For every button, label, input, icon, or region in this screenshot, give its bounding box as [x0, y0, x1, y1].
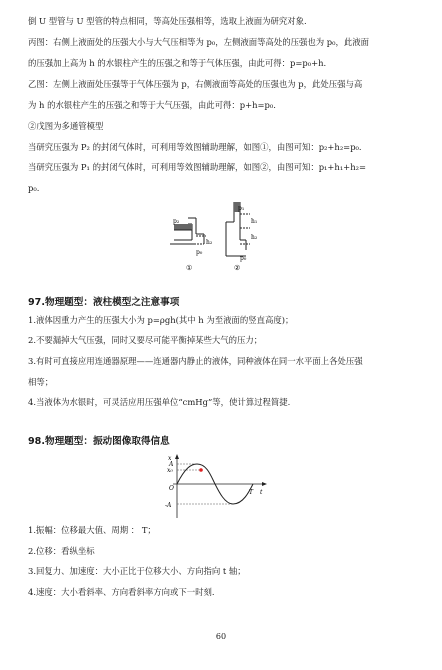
point-marker: [199, 468, 203, 472]
label-t: t: [260, 489, 263, 496]
list-item: 3.有时可直接应用连通器原理——连通器内静止的液体，同种液体在同一水平面上各处压强: [28, 356, 363, 366]
section-heading: 98.物理题型：振动图像取得信息: [28, 436, 170, 447]
label-h2: h₂: [206, 239, 213, 246]
label-p0: p₀: [240, 255, 247, 262]
label-A: A: [169, 461, 174, 468]
list-item: 2.位移：看纵坐标: [28, 546, 95, 556]
text-line: 当研究压强为 P₁ 的封闭气体时，可利用等效图辅助理解，如图②，由图可知：p₁+h₁+h₂=: [28, 162, 366, 172]
list-item: 4.速度：大小看斜率、方向看斜率方向或下一时刻.: [28, 587, 215, 597]
section-heading: 97.物理题型：液柱模型之注意事项: [28, 297, 180, 308]
text-line: ②戊图为多通管模型: [28, 121, 104, 131]
list-item: 相等；: [28, 377, 54, 387]
multi-tube-figure: [160, 200, 280, 272]
label-p1: p₁: [238, 205, 245, 212]
text-line: 丙图：右侧上液面处的压强大小与大气压相等为 p₀，左侧液面等高处的压强也为 p₀，此液面: [28, 37, 370, 47]
text-line: 为 h 的水银柱产生的压强之和等于大气压强，由此可得：p+h=p₀.: [28, 100, 276, 110]
fig1-caption: ①: [186, 264, 193, 272]
list-item: 3.回复力、加速度：大小正比于位移大小、方向指向 t 轴；: [28, 566, 246, 576]
label-T: T: [249, 489, 254, 496]
list-item: 4.当液体为水银时，可灵活应用压强单位“cmHg”等，使计算过程简捷.: [28, 397, 291, 407]
list-item: 1.振幅：位移最大值、周期 ： T；: [28, 525, 156, 535]
vibration-graph: [155, 452, 270, 520]
label-h2: h₂: [251, 234, 258, 241]
page-number: 60: [215, 632, 227, 641]
label-h1: h₁: [251, 218, 258, 225]
label-p2: p₂: [173, 218, 180, 225]
text-line: p₀.: [28, 183, 40, 193]
text-line: 乙图：左侧上液面处压强等于气体压强为 p，右侧液面等高处的压强也为 p，此处压强与高: [28, 79, 363, 89]
text-line: 的压强加上高为 h 的水银柱产生的压强之和等于气体压强，由此可得：p=p₀+h.: [28, 58, 327, 68]
text-line: 倒 U 型管与 U 型管的特点相同，等高处压强相等，选取上液面为研究对象.: [28, 16, 307, 26]
label-minus-A: -A: [165, 502, 172, 509]
label-p0: p₀: [196, 249, 203, 256]
label-x: x: [168, 455, 172, 462]
text-line: 当研究压强为 P₂ 的封闭气体时，可利用等效图辅助理解，如图①，由图可知：p₂+h₂=p₀.: [28, 142, 362, 152]
fig2-caption: ②: [234, 264, 241, 272]
label-O: O: [169, 485, 174, 492]
list-item: 2.不要漏掉大气压强，同时又要尽可能平衡掉某些大气的压力；: [28, 335, 263, 345]
list-item: 1.液体因重力产生的压强大小为 p=ρgh(其中 h 为至液面的竖直高度)；: [28, 315, 294, 325]
label-x0: x₀: [167, 467, 173, 474]
